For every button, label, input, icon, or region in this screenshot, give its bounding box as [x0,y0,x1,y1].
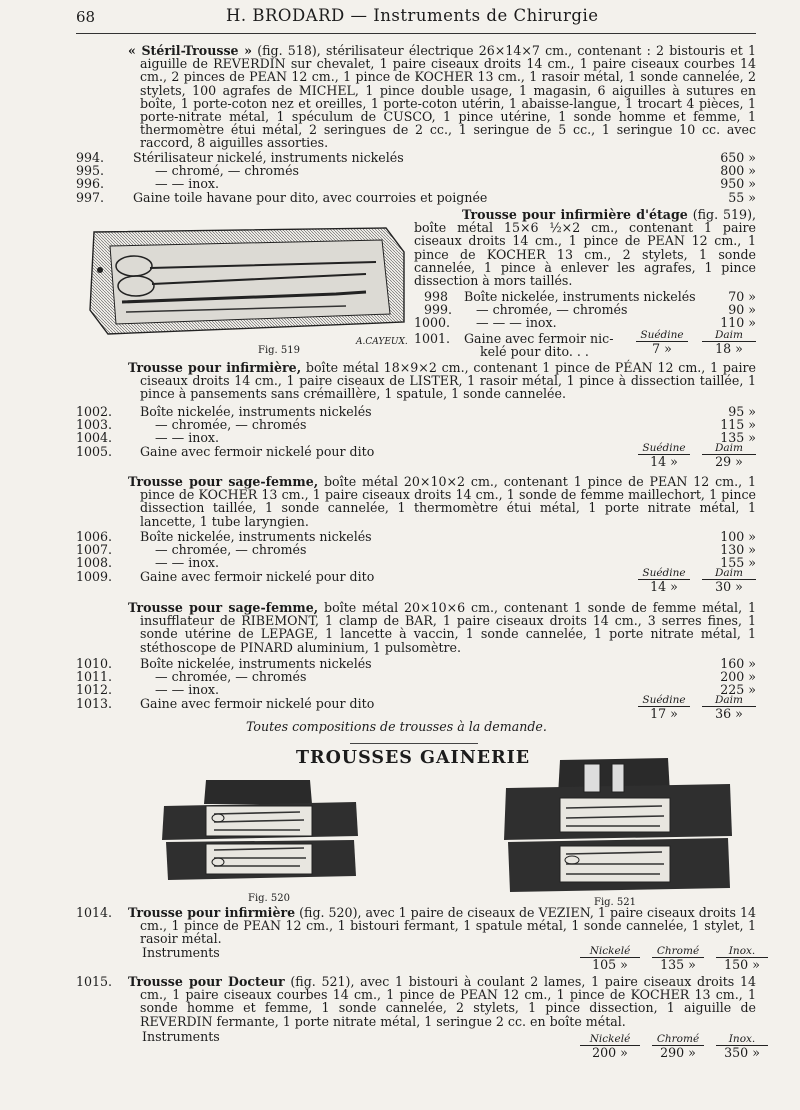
item-price: 130 » [720,542,756,558]
gaine-row [0,566,800,596]
item-price: 950 » [720,176,756,192]
item-desc: Boîte nickelée, instruments nickelés [140,529,372,544]
item-desc: — — inox. [155,682,220,698]
instruments-label: Instruments [142,1029,220,1044]
item-number: 996. [76,176,105,192]
item-desc: Gaine toile havane pour dito, avec courroies et poignée [133,189,488,205]
section-rule [350,743,478,744]
infirmiere-etage-price-list [414,289,756,359]
figure-519-caption: Fig. 519 [258,345,300,356]
infirmiere-etage-description [414,208,756,287]
figure-520-illustration [160,776,360,888]
item-number: 1012. [76,682,113,698]
sage-femme-1-name: Trousse pour sage-femme, [128,474,319,489]
item-number: 1007. [76,542,113,558]
infirmiere-text: boîte métal 18×9×2 cm., contenant 1 pince de PÉAN 12 cm., 1 paire ciseaux droits 14 cm., 1 paire ciseaux de LISTER, 1 rasoir métal, 1 pince à dissection taillée, 1 pince à pansements sans crémaillère, 1 spatule, 1 sonde cannelée. [140,360,756,402]
column-header: Suédine [636,330,688,342]
infirmiere-price-list [0,405,800,471]
column-header: Nickelé [580,946,640,958]
item-price: 800 » [720,163,756,179]
sage-femme-2-name: Trousse pour sage-femme, [128,600,319,615]
column-header: Nickelé [580,1034,640,1046]
item-desc: — — inox. [155,555,220,571]
item-desc: — chromée, — chromés [155,542,307,558]
item-desc: Boîte nickelée, instruments nickelés [140,656,372,671]
item-desc: Boîte nickelée, instruments nickelés [464,289,696,304]
column-header: Inox. [716,1034,768,1046]
item-number: 994. [76,150,105,165]
column-price: 7 » [652,340,672,356]
column-price: 350 » [724,1045,760,1060]
infirmiere-name: Trousse pour infirmière, [128,360,302,375]
price-row [0,177,800,190]
page-header [0,0,800,36]
item-number: 1004. [76,430,113,446]
column-price: 14 » [650,578,678,594]
figure-519-illustration [86,222,408,344]
nickele-column [580,1034,640,1059]
price-row [0,418,800,431]
item-number: 1000. [414,315,451,331]
column-price: 135 » [660,957,696,972]
item-desc: — chromée, — chromés [476,302,628,318]
item-number: 1011. [76,669,113,685]
sage-femme-2-description [128,601,756,654]
column-price: 17 » [650,705,678,721]
instruments-label: Instruments [142,945,220,960]
item-1014-text: (fig. 520), avec 1 paire de ciseaux de VEZIEN, 1 paire ciseaux droits 14 cm., 1 pince de PEAN 12 cm., 1 bistouri fermant, 1 spatule métal, 1 sonde cannelée, 1 stylet, 1 rasoir métal. [140,905,756,947]
column-header: Daim [702,568,756,580]
item-number: 1005. [76,443,113,459]
item-price: 650 » [720,150,756,165]
column-price: 18 » [715,340,743,356]
page-number: 68 [76,8,96,26]
inox-column [716,946,768,971]
item-desc: — chromée, — chromés [155,417,307,433]
item-desc: — chromé, — chromés [155,163,299,179]
item-1014-name: Trousse pour infirmière [128,905,296,920]
column-header: Daim [702,695,756,707]
item-desc: Gaine avec fermoir nickelé pour dito [140,443,375,459]
item-desc: Stérilisateur nickelé, instruments nickelés [133,150,404,165]
item-price: 135 » [720,430,756,446]
daim-column [702,443,756,469]
item-desc: — chromée, — chromés [155,669,307,685]
chrome-column [652,946,704,971]
price-row [0,405,800,418]
figure-521-illustration [502,758,734,894]
column-header: Chromé [652,1034,704,1046]
item-price: 70 » [728,289,756,304]
item-number: 1009. [76,568,113,584]
item-number: 1001. [414,330,451,346]
item-desc: — — — inox. [476,315,557,331]
column-header: Suédine [638,568,690,580]
infirmiere-description [128,361,756,401]
suedine-column [636,330,688,356]
chrome-column [652,1034,704,1059]
section-title: TROUSSES GAINERIE [296,748,531,768]
item-number: 1002. [76,404,113,419]
page-title: H. BRODARD — Instruments de Chirurgie [226,6,599,25]
item-desc: — — inox. [155,430,220,446]
item-number: 998 [424,289,449,304]
column-price: 36 » [715,705,743,721]
item-number: 995. [76,163,105,179]
item-number: 1008. [76,555,113,571]
price-row [0,670,800,683]
suedine-column [638,443,690,469]
item-price: 110 » [720,315,756,331]
item-1015-price-columns [572,1034,768,1059]
figure-520-caption: Fig. 520 [248,893,290,904]
item-number: 1015. [76,974,113,989]
column-header: Daim [702,330,756,342]
item-number: 999. [424,302,453,318]
steril-trousse-name: « Stéril-Trousse » [128,43,253,58]
price-row [414,316,756,329]
item-desc: — — inox. [155,176,220,192]
item-desc: Gaine avec fermoir nickelé pour dito [140,568,375,584]
price-row [0,151,800,164]
header-rule [76,33,756,34]
item-number: 1010. [76,656,113,671]
sage-femme-2-price-list [0,657,800,723]
column-price: 30 » [715,578,743,594]
item-price: 155 » [720,555,756,571]
item-desc: Gaine avec fermoir nic- [464,330,614,346]
item-number: 1014. [76,905,113,920]
item-number: 1006. [76,529,113,544]
price-row [0,543,800,556]
column-price: 290 » [660,1045,696,1060]
compositions-note: Toutes compositions de trousses à la demande. [246,719,547,734]
item-1015-description [128,975,756,1028]
steril-trousse-text: (fig. 518), stérilisateur électrique 26×14×7 cm., contenant : 2 bistouris et 1 aiguille de REVERDIN sur chevalet, 1 paire ciseaux droits 14 cm., 1 paire ciseaux courbes 14 cm., 2 pinces de PEAN 12 cm., 1 pince de KOCHER 13 cm., 1 rasoir métal, 1 sonde cannelée, 2 stylets, 100 agrafes de MICHEL, 1 pince double usage, 1 magasin, 6 aiguilles à sutures en boîte, 1 porte-coton nez et oreilles, 1 porte-coton utérin, 1 abaisse-langue, 1 trocart 4 pièces, 1 porte-nitrate métal, 1 spéculum de CUSCO, 1 pince utérine, 1 sonde homme et femme, 1 thermomètre étui métal, 2 seringues de 2 cc., 1 seringue de 5 cc., 1 seringue 10 cc. avec raccord, 8 aiguilles assorties. [140,43,756,151]
item-price: 115 » [720,417,756,433]
gaine-row [414,328,756,359]
sage-femme-1-text: boîte métal 20×10×2 cm., contenant 1 pince de PEAN 12 cm., 1 pince de KOCHER 13 cm., 1 paire ciseaux droits 14 cm., 1 sonde de femme maillechort, 1 pince dissection taillée, 1 sonde cannelée, 1 thermomètre étui métal, 1 porte nitrate métal, 1 lancette, 1 tube laryngien. [140,474,756,529]
item-price: 100 » [720,529,756,544]
item-price: 90 » [728,302,756,318]
item-price: 95 » [728,404,756,419]
price-row [0,657,800,670]
item-price: 200 » [720,669,756,685]
item-1015-name: Trousse pour Docteur [128,974,285,989]
gaine-row [0,441,800,471]
item-price: 55 » [728,189,756,205]
price-row [0,530,800,543]
column-header: Chromé [652,946,704,958]
column-header: Daim [702,443,756,455]
sage-femme-1-price-list [0,530,800,596]
daim-column [702,695,756,721]
item-1015-text: (fig. 521), avec 1 bistouri à coulant 2 lames, 1 paire ciseaux droits 14 cm., 1 paire ciseaux courbes 14 cm., 1 pince de PEAN 12 cm., 1 pince de KOCHER 13 cm., 1 sonde homme et femme, 1 sonde cannelée, 2 stylets, 1 pince dissection, 1 aiguille de REVERDIN fermante, 1 porte nitrate métal, 1 seringue 2 cc. en boîte métal. [140,974,756,1029]
price-row [0,164,800,177]
infirmiere-etage-text: (fig. 519), boîte métal 15×6 ½×2 cm., contenant 1 paire ciseaux droits 14 cm., 1 pince de PEAN 12 cm., 1 pince de KOCHER 13 cm., 2 stylets, 1 sonde cannelée, 1 pince à enlever les agrafes, 1 pince dissection à mors taillés. [414,207,756,289]
column-price: 105 » [592,957,628,972]
daim-column [702,568,756,594]
infirmiere-etage-name: Trousse pour infirmière d'étage [462,207,688,222]
engraver-signature: A.CAYEUX. [356,337,408,347]
figure-521-caption: Fig. 521 [594,897,636,908]
sage-femme-1-description [128,475,756,528]
price-row [414,303,756,316]
column-header: Suédine [638,695,690,707]
item-1014-description [128,906,756,946]
item-desc: Gaine avec fermoir nickelé pour dito [140,695,375,711]
item-number: 997. [76,189,105,205]
column-price: 150 » [724,957,760,972]
item-number: 1013. [76,695,113,711]
price-row [0,191,800,204]
steril-trousse-description [128,44,756,150]
column-price: 200 » [592,1045,628,1060]
item-price: 160 » [720,656,756,671]
nickele-column [580,946,640,971]
steril-price-list [0,151,800,204]
item-desc-cont: kelé pour dito. . . [480,343,589,359]
inox-column [716,1034,768,1059]
column-price: 14 » [650,453,678,469]
column-header: Suédine [638,443,690,455]
suedine-column [638,695,690,721]
item-desc: Boîte nickelée, instruments nickelés [140,404,372,419]
item-number: 1003. [76,417,113,433]
daim-column [702,330,756,356]
item-price: 225 » [720,682,756,698]
suedine-column [638,568,690,594]
column-price: 29 » [715,453,743,469]
item-1014-price-columns [572,946,768,971]
sage-femme-2-text: boîte métal 20×10×6 cm., contenant 1 sonde de femme métal, 1 insufflateur de RIBEMONT, 1 clamp de BAR, 1 paire ciseaux droits 14 cm., 3 serres fines, 1 sonde utérine de LEPAGE, 1 lancette à vaccin, 1 sonde cannelée, 1 porte nitrate métal, 1 stéthoscope de PINARD aluminium, 1 pulsomètre. [140,600,756,655]
column-header: Inox. [716,946,768,958]
